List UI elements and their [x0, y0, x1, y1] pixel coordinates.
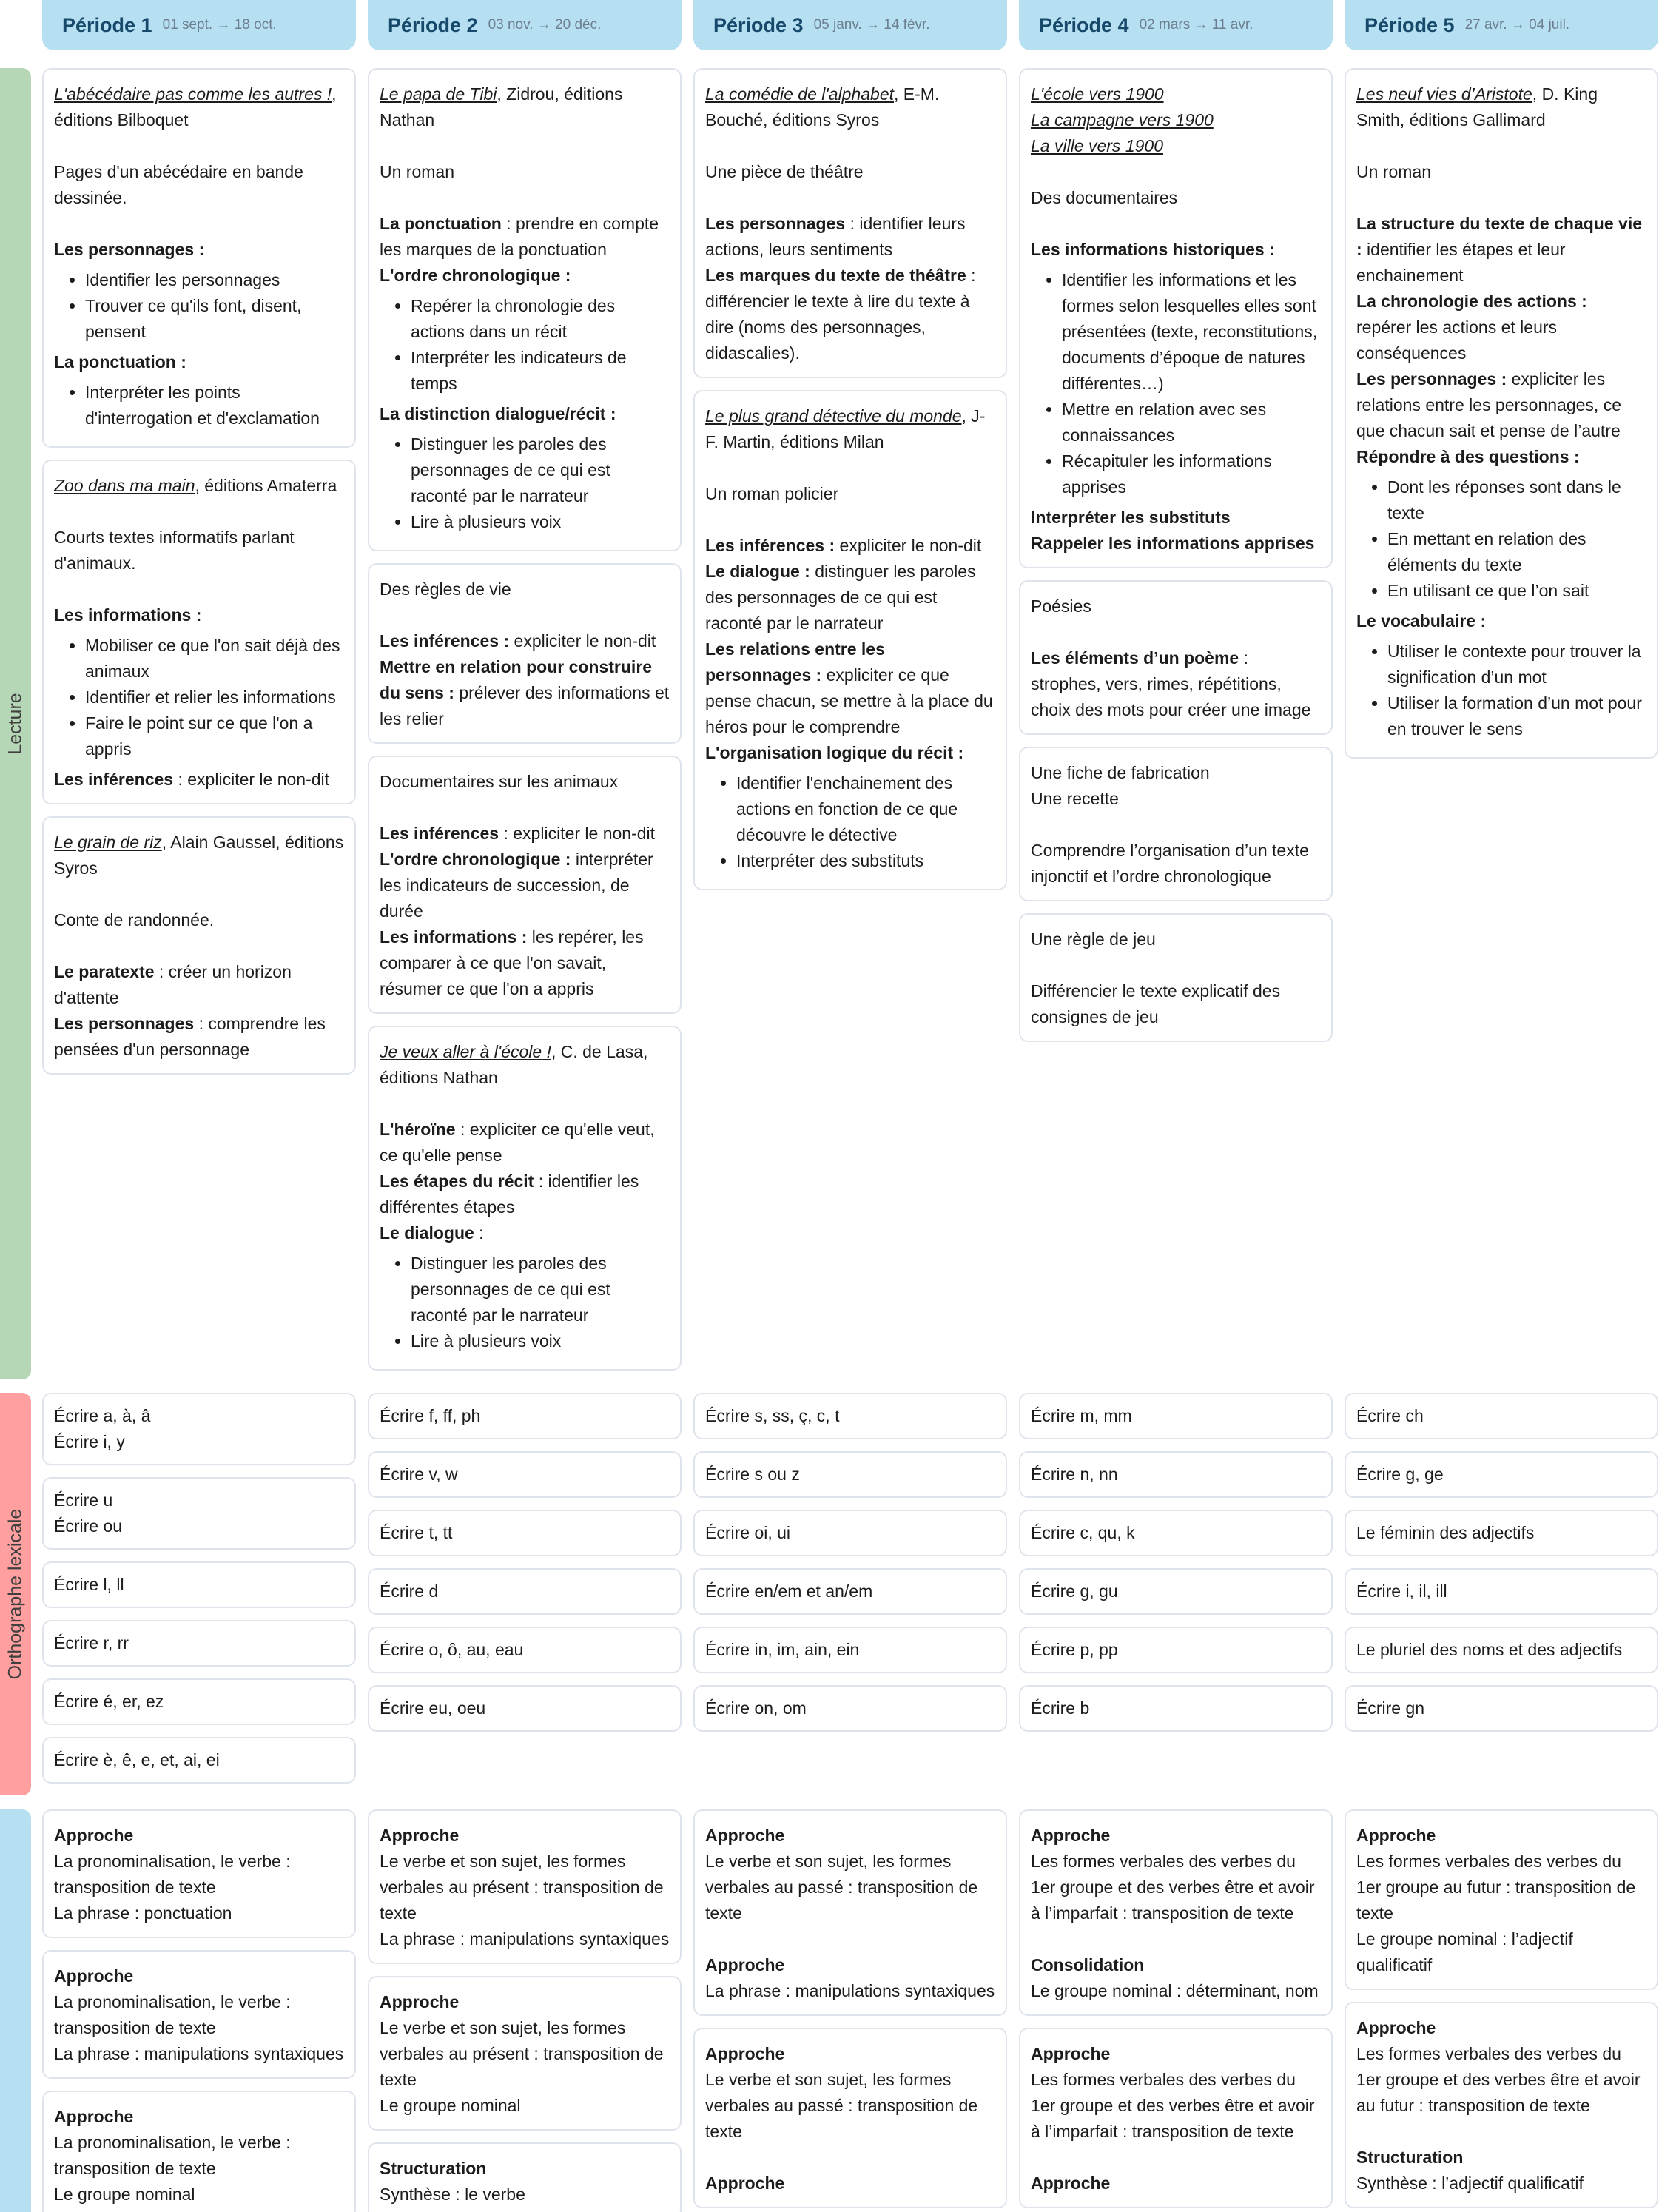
grammar-card: [693, 1809, 1007, 2016]
spelling-card: [42, 1620, 356, 1667]
reading-card: [42, 460, 356, 804]
grammaire-period-5: [1345, 1809, 1658, 2212]
lecture-band: [0, 68, 1659, 1379]
period-title: Période 5: [1364, 13, 1455, 36]
phase-heading: Approche: [1031, 1826, 1111, 1845]
skill-label: Les inférences: [380, 824, 499, 843]
skill-text: : prendre en compte les marques de la ponctuation: [380, 214, 659, 259]
skill-list: [54, 267, 344, 345]
spelling-card: [368, 1451, 682, 1498]
reading-card: [368, 1026, 682, 1371]
lecture-period-3: [693, 68, 1007, 1371]
book-source: , E-M. Bouché, éditions Syros: [705, 84, 940, 130]
skill-text: prélever des informations et les relier: [380, 683, 670, 728]
spelling-card: [368, 1627, 682, 1673]
grammar-card: [42, 1950, 356, 2079]
spelling-item: Écrire s ou z: [705, 1465, 800, 1484]
period-header-row: [42, 0, 1659, 52]
grammar-line: Le verbe et son sujet, les formes verbales au passé : transposition de texte: [705, 2070, 978, 2141]
skill-heading: La distinction dialogue/récit :: [380, 404, 616, 423]
skill-text: : créer un horizon d'attente: [54, 962, 292, 1007]
skill-heading: Les personnages :: [54, 240, 205, 259]
grammaire-period-2: [368, 1809, 682, 2212]
grammar-line: La phrase : manipulations syntaxiques: [705, 1981, 995, 2000]
list-item: • Interpréter les points d'interrogation et d'exclamation: [85, 380, 344, 431]
skill-list: [1356, 639, 1646, 742]
genre: Courts textes informatifs parlant d'animaux.: [54, 528, 295, 573]
phase-heading: Approche: [380, 1826, 460, 1845]
skill-label: Le paratexte: [54, 962, 155, 981]
orthographe-band: [0, 1393, 1659, 1795]
spelling-item: Écrire g, gu: [1031, 1581, 1118, 1601]
skill-text: distinguer les paroles des personnages de ce qui est raconté par le narrateur: [705, 562, 976, 633]
period-1-header: [42, 0, 356, 50]
genre: Un roman: [380, 162, 454, 181]
grammar-line: Le verbe et son sujet, les formes verbales au passé : transposition de texte: [705, 1852, 978, 1923]
grammaire-period-3: [693, 1809, 1007, 2212]
spelling-card: [693, 1627, 1007, 1673]
period-dates: 02 mars → 11 avr.: [1139, 17, 1253, 33]
book-title: Le grain de riz: [54, 833, 162, 852]
genre: Des règles de vie: [380, 579, 511, 599]
book-title: Le plus grand détective du monde: [705, 406, 962, 426]
grammar-line: La phrase : manipulations syntaxiques: [380, 1929, 670, 1949]
phase-heading: Structuration: [380, 2159, 487, 2178]
spelling-item: Écrire gn: [1356, 1698, 1425, 1718]
book-source: , éditions Amaterra: [195, 476, 337, 495]
spelling-item: Écrire g, ge: [1356, 1465, 1444, 1484]
grammar-card: [368, 2142, 682, 2212]
period-dates: 03 nov. → 20 déc.: [488, 17, 602, 33]
period-5-header: [1345, 0, 1658, 50]
reading-card: [42, 816, 356, 1075]
reading-card: [368, 68, 682, 551]
book-title: L'école vers 1900: [1031, 84, 1164, 104]
grammar-line: Les formes verbales des verbes du 1er groupe et des verbes être et avoir à l’imparfait : transposition de texte: [1031, 2070, 1315, 2141]
skill-list: [380, 1251, 670, 1354]
skill-text: : strophes, vers, rimes, répétitions, choix des mots pour créer une image: [1031, 648, 1311, 719]
list-item: • Distinguer les paroles des personnages de ce qui est raconté par le narrateur: [411, 1251, 670, 1328]
grammar-card: [693, 2028, 1007, 2208]
skill-text: Comprendre l’organisation d’un texte injonctif et l’ordre chronologique: [1031, 841, 1309, 886]
genre: Une recette: [1031, 789, 1119, 808]
spelling-item: Écrire a, à, â: [54, 1406, 151, 1425]
book-title: La ville vers 1900: [1031, 136, 1163, 155]
skill-list: [380, 431, 670, 535]
skill-list: [54, 380, 344, 431]
grammar-line: Le groupe nominal : l’adjectif qualificatif: [1356, 1929, 1573, 1974]
skill-label: Les inférences :: [705, 536, 835, 555]
list-item: • Mettre en relation avec ses connaissances: [1062, 397, 1321, 448]
genre: Des documentaires: [1031, 188, 1178, 207]
book-source: , éditions Bilboquet: [54, 84, 337, 130]
spelling-card: [42, 1477, 356, 1550]
phase-heading: Approche: [54, 1966, 134, 1986]
spelling-card: [1019, 1627, 1333, 1673]
skill-text: : expliciter le non-dit: [499, 824, 656, 843]
reading-card: [693, 68, 1007, 378]
grammar-line: Les formes verbales des verbes du 1er groupe au futur : transposition de texte: [1356, 1852, 1636, 1923]
grammar-line: La phrase : ponctuation: [54, 1903, 232, 1923]
spelling-item: Écrire b: [1031, 1698, 1090, 1718]
grammar-line: Le groupe nominal: [54, 2185, 195, 2204]
skill-text: : identifier les différentes étapes: [380, 1171, 639, 1217]
skill-heading: Le dialogue: [380, 1223, 474, 1243]
spelling-card: [42, 1561, 356, 1608]
skill-label: Les personnages :: [1356, 369, 1507, 389]
grammar-line: Les formes verbales des verbes du 1er groupe et des verbes être et avoir à l’imparfait : transposition de texte: [1031, 1852, 1315, 1923]
genre: Documentaires sur les animaux: [380, 772, 619, 791]
lecture-label: [0, 68, 31, 1379]
spelling-card: [42, 1393, 356, 1465]
skill-list: [54, 633, 344, 762]
band-label-text: Orthographe lexicale: [4, 1508, 26, 1680]
period-dates: 05 janv. → 14 févr.: [813, 17, 930, 33]
lecture-period-4: [1019, 68, 1333, 1371]
spelling-card: [368, 1685, 682, 1732]
spelling-item: Écrire s, ss, ç, c, t: [705, 1406, 840, 1425]
grammar-line: La pronominalisation, le verbe : transposition de texte: [54, 2133, 291, 2178]
list-item: • Identifier les informations et les formes selon lesquelles elles sont présentées (texte, reconstitutions, documents d’époque de natures différentes…): [1062, 267, 1321, 397]
skill-label: Les inférences :: [380, 631, 510, 651]
grammar-line: Synthèse : le verbe: [380, 2185, 525, 2204]
skill-label: Mettre en relation pour construire du sens :: [380, 657, 653, 702]
skill-heading: Les informations historiques :: [1031, 240, 1275, 259]
phase-heading: Approche: [705, 1955, 785, 1974]
grammar-card: [1345, 1809, 1658, 1990]
spelling-card: [1019, 1568, 1333, 1615]
grammar-line: La pronominalisation, le verbe : transposition de texte: [54, 1852, 291, 1897]
book-title: La comédie de l'alphabet: [705, 84, 895, 104]
skill-text: expliciter ce que pense chacun, se mettre à la place du héros pour le comprendre: [705, 665, 993, 736]
period-title: Période 2: [388, 13, 478, 36]
book-source: , D. King Smith, éditions Gallimard: [1356, 84, 1598, 130]
spelling-item: Écrire n, nn: [1031, 1465, 1118, 1484]
book-source: , C. de Lasa, éditions Nathan: [380, 1042, 648, 1087]
period-2-header: [368, 0, 682, 50]
phase-heading: Approche: [1031, 2174, 1111, 2193]
spelling-item: Écrire in, im, ain, ein: [705, 1640, 860, 1659]
skill-text: expliciter le non-dit: [835, 536, 982, 555]
spelling-card: [42, 1678, 356, 1725]
grammar-line: Le groupe nominal : déterminant, nom: [1031, 1981, 1319, 2000]
skill-text: interpréter les indicateurs de succession, de durée: [380, 850, 653, 921]
skill-label: Les inférences: [54, 770, 174, 789]
lecture-period-5: [1345, 68, 1658, 1371]
skill-text: repérer les actions et leurs conséquences: [1356, 317, 1558, 363]
skill-label: L'ordre chronologique :: [380, 850, 571, 869]
phase-heading: Approche: [1356, 1826, 1436, 1845]
grammaire-label: [0, 1809, 31, 2212]
lecture-period-1: [42, 68, 356, 1371]
spelling-card: [1345, 1451, 1658, 1498]
genre: Une fiche de fabrication: [1031, 763, 1210, 782]
spelling-item: Écrire u: [54, 1490, 113, 1510]
skill-label: Les étapes du récit: [380, 1171, 534, 1191]
grammar-line: Le verbe et son sujet, les formes verbales au présent : transposition de texte: [380, 2018, 664, 2089]
spelling-card: [1345, 1510, 1658, 1556]
book-source: , Zidrou, éditions Nathan: [380, 84, 623, 130]
phase-heading: Approche: [54, 2107, 134, 2126]
list-item: • Identifier et relier les informations: [85, 685, 344, 710]
list-item: • Distinguer les paroles des personnages de ce qui est raconté par le narrateur: [411, 431, 670, 509]
skill-text: :: [474, 1223, 484, 1243]
spelling-item: Écrire oi, ui: [705, 1523, 791, 1542]
list-item: • Trouver ce qu'ils font, disent, pensent: [85, 293, 344, 345]
phase-heading: Approche: [380, 1992, 460, 2011]
genre: Conte de randonnée.: [54, 910, 215, 929]
skill-label: L'héroïne: [380, 1120, 456, 1139]
skill-text: Différencier le texte explicatif des consignes de jeu: [1031, 981, 1281, 1026]
skill-label: La chronologie des actions :: [1356, 292, 1587, 311]
grammar-line: Le groupe nominal: [380, 2096, 521, 2115]
book-source: , Alain Gaussel, éditions Syros: [54, 833, 344, 878]
skill-heading: Répondre à des questions :: [1356, 447, 1580, 466]
genre: Poésies: [1031, 596, 1091, 616]
skill-text: : expliciter le non-dit: [173, 770, 330, 789]
orthographe-period-3: [693, 1393, 1007, 1784]
grammar-card: [42, 1809, 356, 1938]
reading-card: [1019, 913, 1333, 1042]
orthographe-period-4: [1019, 1393, 1333, 1784]
list-item: • En mettant en relation des éléments du texte: [1387, 526, 1646, 578]
spelling-item: Le féminin des adjectifs: [1356, 1523, 1535, 1542]
spelling-item: Écrire o, ô, au, eau: [380, 1640, 524, 1659]
list-item: • Dont les réponses sont dans le texte: [1387, 474, 1646, 526]
skill-label: Les informations :: [380, 927, 528, 947]
list-item: • Identifier l'enchainement des actions en fonction de ce que découvre le détective: [736, 770, 995, 848]
skill-list: [705, 770, 995, 874]
spelling-card: [693, 1685, 1007, 1732]
lecture-period-2: [368, 68, 682, 1371]
grammar-card: [1019, 2028, 1333, 2208]
period-title: Période 1: [62, 13, 152, 36]
list-item: • Récapituler les informations apprises: [1062, 448, 1321, 500]
spelling-item: Écrire ch: [1356, 1406, 1424, 1425]
spelling-item: Écrire d: [380, 1581, 439, 1601]
grammar-line: La pronominalisation, le verbe : transposition de texte: [54, 1992, 291, 2037]
spelling-item: Écrire v, w: [380, 1465, 458, 1484]
book-title: Zoo dans ma main: [54, 476, 195, 495]
genre: Un roman policier: [705, 484, 839, 503]
grammar-line: Les formes verbales des verbes du 1er groupe et des verbes être et avoir au futur : transposition de texte: [1356, 2044, 1641, 2115]
reading-card: [368, 563, 682, 744]
skill-text: expliciter les relations entre les personnages, ce que chacun sait et pense de l’autre: [1356, 369, 1621, 440]
reading-card: [1019, 747, 1333, 901]
list-item: • Interpréter les indicateurs de temps: [411, 345, 670, 397]
list-item: • Utiliser la formation d’un mot pour en trouver le sens: [1387, 690, 1646, 742]
list-item: • Utiliser le contexte pour trouver la signification d’un mot: [1387, 639, 1646, 690]
spelling-card: [1345, 1393, 1658, 1439]
list-item: • En utilisant ce que l’on sait: [1387, 578, 1646, 604]
period-title: Période 4: [1039, 13, 1129, 36]
skill-label: La structure du texte de chaque vie :: [1356, 214, 1643, 259]
spelling-card: [368, 1510, 682, 1556]
spelling-item: Écrire è, ê, e, et, ai, ei: [54, 1750, 220, 1769]
spelling-item: Écrire t, tt: [380, 1523, 453, 1542]
list-item: • Identifier les personnages: [85, 267, 344, 293]
period-3-header: [693, 0, 1007, 50]
spelling-card: [1019, 1685, 1333, 1732]
grammar-card: [368, 1809, 682, 1964]
skill-label: Le dialogue :: [705, 562, 810, 581]
spelling-card: [368, 1393, 682, 1439]
period-4-header: [1019, 0, 1333, 50]
skill-text: : comprendre les pensées d'un personnage: [54, 1014, 326, 1059]
orthographe-period-5: [1345, 1393, 1658, 1784]
phase-heading: Approche: [54, 1826, 134, 1845]
list-item: • Lire à plusieurs voix: [411, 1328, 670, 1354]
skill-label: La ponctuation: [380, 214, 502, 233]
grammar-card: [42, 2091, 356, 2212]
reading-card: [1019, 580, 1333, 735]
list-item: • Mobiliser ce que l'on sait déjà des animaux: [85, 633, 344, 685]
spelling-item: Écrire ou: [54, 1516, 123, 1536]
book-title: La campagne vers 1900: [1031, 110, 1214, 130]
skill-text: identifier les étapes et leur enchainement: [1356, 240, 1566, 285]
spelling-item: Écrire f, ff, ph: [380, 1406, 481, 1425]
spelling-item: Écrire eu, oeu: [380, 1698, 486, 1718]
spelling-card: [1345, 1568, 1658, 1615]
period-title: Période 3: [713, 13, 804, 36]
spelling-item: Écrire en/em et an/em: [705, 1581, 873, 1601]
book-title: Les neuf vies d’Aristote: [1356, 84, 1532, 104]
skill-list: [1356, 474, 1646, 604]
list-item: • Lire à plusieurs voix: [411, 509, 670, 535]
orthographe-period-2: [368, 1393, 682, 1784]
list-item: • Interpréter des substituts: [736, 848, 995, 874]
skill-label: Les marques du texte de théâtre: [705, 266, 966, 285]
list-item: • Faire le point sur ce que l'on a appris: [85, 710, 344, 762]
skill-list: [380, 293, 670, 397]
spelling-card: [1345, 1685, 1658, 1732]
grammaire-period-1: [42, 1809, 356, 2212]
skill-label: Les relations entre les personnages :: [705, 639, 885, 685]
period-dates: 27 avr. → 04 juil.: [1464, 17, 1570, 33]
spelling-card: [693, 1568, 1007, 1615]
spelling-item: Écrire r, rr: [54, 1633, 129, 1653]
phase-heading: Approche: [705, 2174, 785, 2193]
spelling-card: [42, 1737, 356, 1784]
grammar-card: [1345, 2002, 1658, 2208]
skill-label: Les éléments d’un poème: [1031, 648, 1239, 668]
reading-card: [42, 68, 356, 448]
spelling-card: [368, 1568, 682, 1615]
skill-label: Les personnages: [705, 214, 846, 233]
genre: Une pièce de théâtre: [705, 162, 864, 181]
spelling-item: Écrire c, qu, k: [1031, 1523, 1135, 1542]
skill-heading: La ponctuation :: [54, 352, 186, 372]
spelling-item: Écrire p, pp: [1031, 1640, 1118, 1659]
grammar-card: [1019, 1809, 1333, 2016]
spelling-card: [1345, 1627, 1658, 1673]
phase-heading: Approche: [1031, 2044, 1111, 2063]
grammar-line: Le verbe et son sujet, les formes verbales au présent : transposition de texte: [380, 1852, 664, 1923]
reading-card: [1345, 68, 1658, 759]
spelling-item: Écrire on, om: [705, 1698, 807, 1718]
reading-card: [368, 756, 682, 1014]
skill-heading: L'organisation logique du récit :: [705, 743, 964, 762]
spelling-item: Le pluriel des noms et des adjectifs: [1356, 1640, 1623, 1659]
spelling-item: Écrire m, mm: [1031, 1406, 1132, 1425]
genre: Pages d'un abécédaire en bande dessinée.: [54, 162, 303, 207]
skill-label: Les personnages: [54, 1014, 195, 1033]
skill-text: : différencier le texte à lire du texte à dire (noms des personnages, didascalies).: [705, 266, 976, 363]
skill-heading: Le vocabulaire :: [1356, 611, 1487, 631]
skill-heading: Les informations :: [54, 605, 202, 625]
spelling-card: [1019, 1510, 1333, 1556]
skill-heading: Rappeler les informations apprises: [1031, 534, 1315, 553]
spelling-card: [693, 1451, 1007, 1498]
phase-heading: Approche: [1356, 2018, 1436, 2037]
book-source: , J-F. Martin, éditions Milan: [705, 406, 986, 451]
book-title: Je veux aller à l'école !: [380, 1042, 551, 1061]
skill-list: [1031, 267, 1321, 500]
skill-text: : expliciter ce qu'elle veut, ce qu'elle pense: [380, 1120, 655, 1165]
grammar-card: [368, 1976, 682, 2131]
book-title: L'abécédaire pas comme les autres !: [54, 84, 332, 104]
grammaire-band: [0, 1809, 1659, 2212]
spelling-card: [693, 1510, 1007, 1556]
spelling-item: Écrire i, y: [54, 1432, 125, 1451]
grammaire-period-4: [1019, 1809, 1333, 2212]
genre: Un roman: [1356, 162, 1431, 181]
phase-heading: Consolidation: [1031, 1955, 1145, 1974]
grammar-line: La phrase : manipulations syntaxiques: [54, 2044, 344, 2063]
period-dates: 01 sept. → 18 oct.: [162, 17, 277, 33]
grammar-line: Synthèse : l’adjectif qualificatif: [1356, 2174, 1584, 2193]
phase-heading: Approche: [705, 2044, 785, 2063]
skill-text: : identifier leurs actions, leurs sentiments: [705, 214, 966, 259]
skill-text: les repérer, les comparer à ce que l'on savait, résumer ce que l'on a appris: [380, 927, 644, 998]
skill-heading: Interpréter les substituts: [1031, 508, 1231, 527]
phase-heading: Structuration: [1356, 2148, 1464, 2167]
spelling-card: [1019, 1451, 1333, 1498]
orthographe-label: [0, 1393, 31, 1795]
reading-card: [693, 390, 1007, 890]
book-title: Le papa de Tibi: [380, 84, 497, 104]
reading-card: [1019, 68, 1333, 568]
phase-heading: Approche: [705, 1826, 785, 1845]
spelling-item: Écrire é, er, ez: [54, 1692, 164, 1711]
spelling-card: [1019, 1393, 1333, 1439]
orthographe-period-1: [42, 1393, 356, 1784]
spelling-item: Écrire l, ll: [54, 1575, 124, 1594]
spelling-card: [693, 1393, 1007, 1439]
band-label-text: Lecture: [4, 693, 26, 755]
list-item: • Repérer la chronologie des actions dans un récit: [411, 293, 670, 345]
genre: Une règle de jeu: [1031, 929, 1156, 949]
spelling-item: Écrire i, il, ill: [1356, 1581, 1447, 1601]
skill-heading: L'ordre chronologique :: [380, 266, 571, 285]
skill-text: expliciter le non-dit: [509, 631, 656, 651]
